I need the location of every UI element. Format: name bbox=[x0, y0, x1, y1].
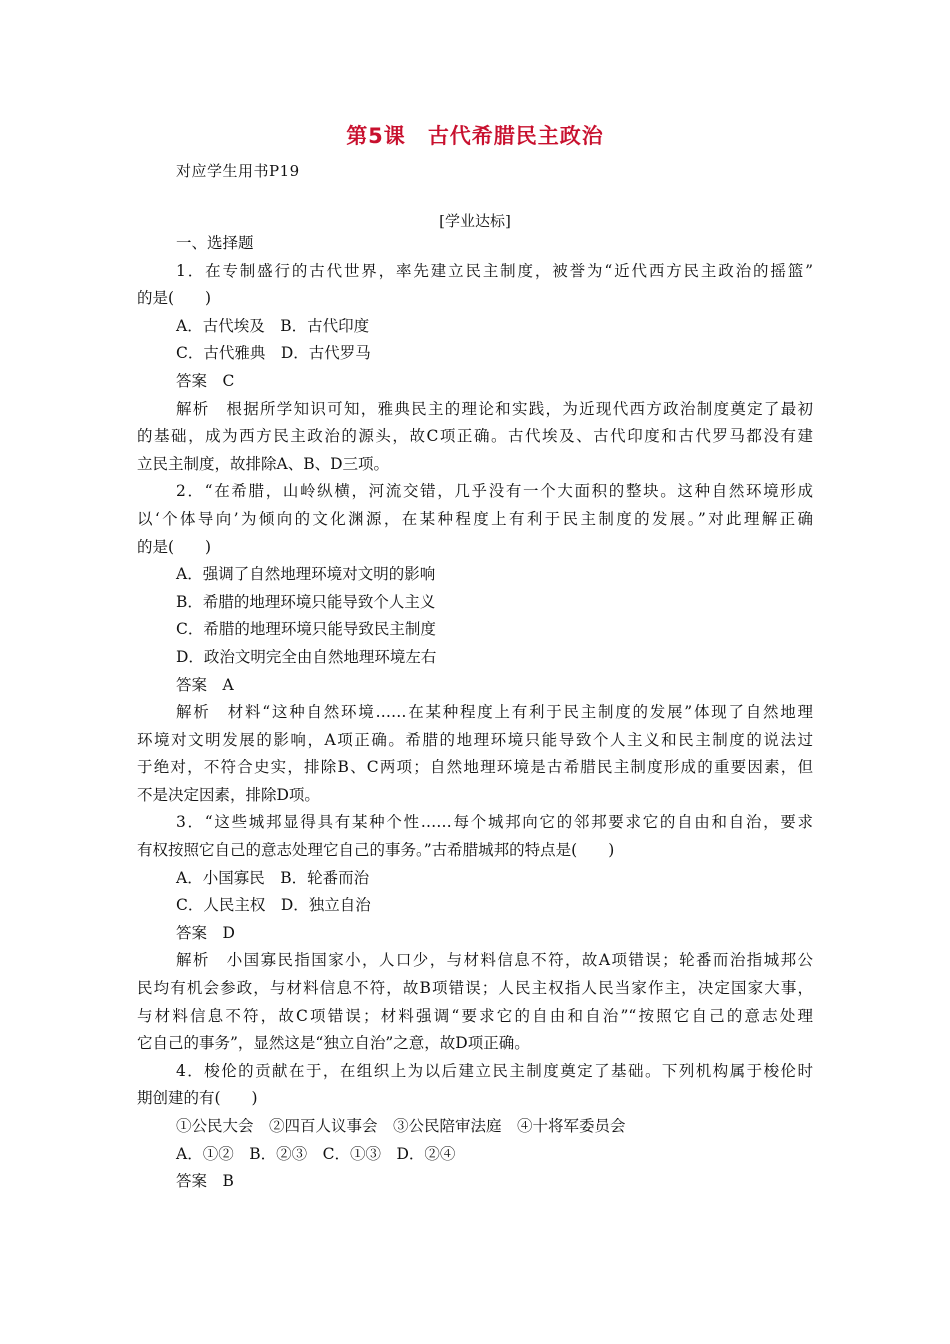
q3-analysis-line: 它自己的事务”，显然这是“独立自治”之意，故D项正确。 bbox=[137, 1034, 530, 1053]
q3-analysis-line: 民均有机会参政，与材料信息不符，故B项错误；人民主权指人民当家作主，决定国家大事， bbox=[137, 979, 813, 998]
q2-analysis-line: 于绝对，不符合史实，排除B、C两项；自然地理环境是古希腊民主制度形成的重要因素，但 bbox=[137, 758, 813, 777]
q2-option-d: D．政治文明完全由自然地理环境左右 bbox=[176, 647, 437, 666]
q2-stem-line: 的是( ) bbox=[137, 537, 212, 556]
section-heading: [学业达标] bbox=[439, 212, 511, 230]
q1-analysis-line: 立民主制度，故排除A、B、D三项。 bbox=[137, 454, 390, 473]
q3-stem-line: 有权按照它自己的意志处理它自己的事务。”古希腊城邦的特点是( ) bbox=[137, 841, 615, 860]
part-heading: 一、选择题 bbox=[176, 234, 254, 252]
q1-analysis-line: 的基础，成为西方民主政治的源头，故C项正确。古代埃及、古代印度和古代罗马都没有建 bbox=[137, 427, 813, 446]
q2-stem-line: 2．“在希腊，山岭纵横，河流交错，几乎没有一个大面积的整块。这种自然环境形成 bbox=[176, 482, 813, 501]
q3-answer: 答案 D bbox=[176, 923, 235, 942]
q1-options: C．古代雅典 D．古代罗马 bbox=[176, 344, 371, 363]
q2-stem-line: 以‘个体导向’为倾向的文化渊源，在某种程度上有利于民主制度的发展。”对此理解正确 bbox=[137, 509, 813, 528]
q1-answer: 答案 C bbox=[176, 371, 235, 390]
q2-analysis-line: 解析 材料“这种自然环境……在某种程度上有利于民主制度的发展”体现了自然地理 bbox=[176, 703, 813, 722]
q1-analysis-line: 解析 根据所学知识可知，雅典民主的理论和实践，为近现代西方政治制度奠定了最初 bbox=[176, 399, 813, 418]
q4-stem-line: 4．梭伦的贡献在于，在组织上为以后建立民主制度奠定了基础。下列机构属于梭伦时 bbox=[176, 1061, 813, 1080]
lesson-title bbox=[0, 120, 950, 150]
q4-options: A．①② B．②③ C．①③ D．②④ bbox=[176, 1144, 456, 1163]
student-book-reference: 对应学生用书P19 bbox=[176, 162, 300, 180]
q3-analysis-line: 与材料信息不符，故C项错误；材料强调“要求它的自由和自治”“按照它自己的意志处理 bbox=[137, 1006, 813, 1025]
lesson-name: 古代希腊民主政治 bbox=[427, 124, 604, 148]
q1-stem-line: 的是( ) bbox=[137, 289, 212, 308]
q2-option-b: B．希腊的地理环境只能导致个人主义 bbox=[176, 592, 436, 611]
q3-options: A．小国寡民 B．轮番而治 bbox=[176, 868, 370, 887]
q2-option-a: A．强调了自然地理环境对文明的影响 bbox=[176, 565, 436, 584]
q1-options: A．古代埃及 B．古代印度 bbox=[176, 316, 370, 335]
q4-institutions: ①公民大会 ②四百人议事会 ③公民陪审法庭 ④十将军委员会 bbox=[176, 1117, 626, 1135]
q3-analysis-line: 解析 小国寡民指国家小，人口少，与材料信息不符，故A项错误；轮番而治指城邦公 bbox=[176, 951, 813, 970]
q4-stem-line: 期创建的有( ) bbox=[137, 1089, 258, 1108]
q4-answer: 答案 B bbox=[176, 1172, 234, 1191]
q3-stem-line: 3．“这些城邦显得具有某种个性……每个城邦向它的邻邦要求它的自由和自治，要求 bbox=[176, 813, 813, 832]
q2-analysis-line: 不是决定因素，排除D项。 bbox=[137, 785, 320, 804]
q2-answer: 答案 A bbox=[176, 675, 234, 694]
question-content bbox=[137, 230, 813, 1196]
q2-option-c: C．希腊的地理环境只能导致民主制度 bbox=[176, 620, 436, 639]
q1-stem-line: 1．在专制盛行的古代世界，率先建立民主制度，被誉为“近代西方民主政治的摇篮” bbox=[176, 261, 813, 280]
q3-options: C．人民主权 D．独立自治 bbox=[176, 896, 371, 915]
q2-analysis-line: 环境对文明发展的影响，A项正确。希腊的地理环境只能导致个人主义和民主制度的说法过 bbox=[137, 730, 813, 749]
lesson-number: 第5课 bbox=[346, 124, 406, 148]
